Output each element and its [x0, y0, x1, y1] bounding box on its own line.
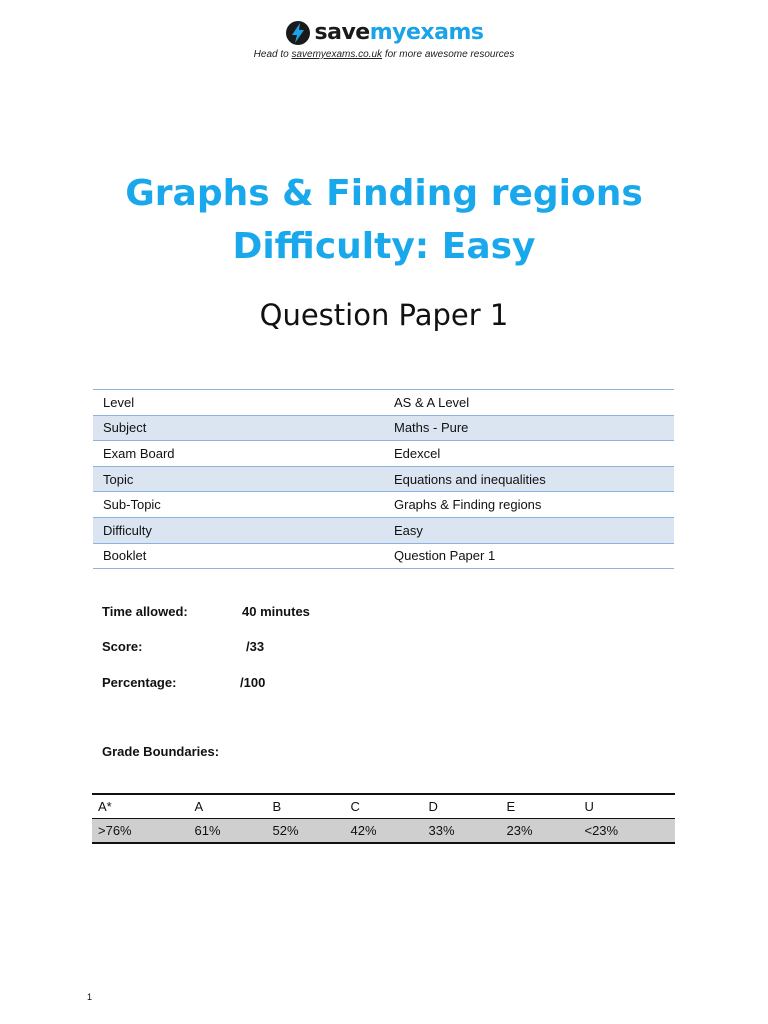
boundary-cell: 61%	[188, 819, 266, 844]
info-row-level	[93, 390, 674, 416]
time-allowed	[102, 604, 310, 619]
boundary-cell: 42%	[344, 819, 422, 844]
grade-cell: C	[344, 794, 422, 819]
page-number: 1	[87, 992, 93, 1002]
page-title: Graphs & Finding regions	[125, 173, 643, 214]
boundary-cell: 33%	[422, 819, 500, 844]
info-label: Difficulty	[93, 517, 384, 543]
info-row-subject	[93, 415, 674, 441]
percentage	[102, 675, 265, 690]
grade-boundaries-table	[92, 793, 675, 844]
time-allowed-value: 40 minutes	[242, 604, 310, 619]
info-value: AS & A Level	[384, 390, 674, 416]
lightning-bolt-icon	[285, 20, 311, 46]
boundary-cell: >76%	[92, 819, 188, 844]
info-label: Exam Board	[93, 441, 384, 467]
info-label: Subject	[93, 415, 384, 441]
info-value: Easy	[384, 517, 674, 543]
boundary-row	[92, 819, 675, 844]
info-row-topic	[93, 466, 674, 492]
website-link[interactable]: savemyexams.co.uk	[291, 49, 383, 60]
info-value: Graphs & Finding regions	[384, 492, 674, 518]
grade-cell: U	[578, 794, 675, 819]
score	[102, 639, 264, 654]
grade-cell: E	[500, 794, 578, 819]
info-value: Question Paper 1	[384, 543, 674, 569]
info-label: Topic	[93, 466, 384, 492]
savemyexams-logo	[0, 20, 768, 46]
info-label: Booklet	[93, 543, 384, 569]
info-row-booklet	[93, 543, 674, 569]
grade-cell: A*	[92, 794, 188, 819]
page-subtitle: Question Paper 1	[259, 298, 509, 332]
score-label: Score:	[102, 639, 143, 654]
boundary-cell: 52%	[266, 819, 344, 844]
time-allowed-label: Time allowed:	[102, 604, 188, 619]
tagline	[0, 49, 768, 60]
percentage-label: Percentage:	[102, 675, 177, 690]
info-label: Sub-Topic	[93, 492, 384, 518]
logo-text	[315, 20, 484, 46]
grade-cell: A	[188, 794, 266, 819]
boundary-cell: <23%	[578, 819, 675, 844]
difficulty-title: Difficulty: Easy	[232, 226, 536, 267]
logo-text-save: save	[314, 20, 370, 45]
info-row-difficulty	[93, 517, 674, 543]
grade-boundaries-heading: Grade Boundaries:	[102, 744, 220, 759]
score-value: /33	[246, 639, 265, 654]
logo-text-myexams: myexams	[369, 20, 484, 45]
grade-cell: B	[266, 794, 344, 819]
info-table	[93, 389, 674, 569]
grade-cell: D	[422, 794, 500, 819]
boundary-cell: 23%	[500, 819, 578, 844]
info-value: Edexcel	[384, 441, 674, 467]
info-row-sub-topic	[93, 492, 674, 518]
info-row-exam-board	[93, 441, 674, 467]
info-value: Equations and inequalities	[384, 466, 674, 492]
tagline-suffix: for more awesome resources	[382, 49, 515, 60]
info-value: Maths - Pure	[384, 415, 674, 441]
percentage-value: /100	[240, 675, 266, 690]
grade-row	[92, 794, 675, 819]
tagline-prefix: Head to	[253, 49, 292, 60]
info-label: Level	[93, 390, 384, 416]
